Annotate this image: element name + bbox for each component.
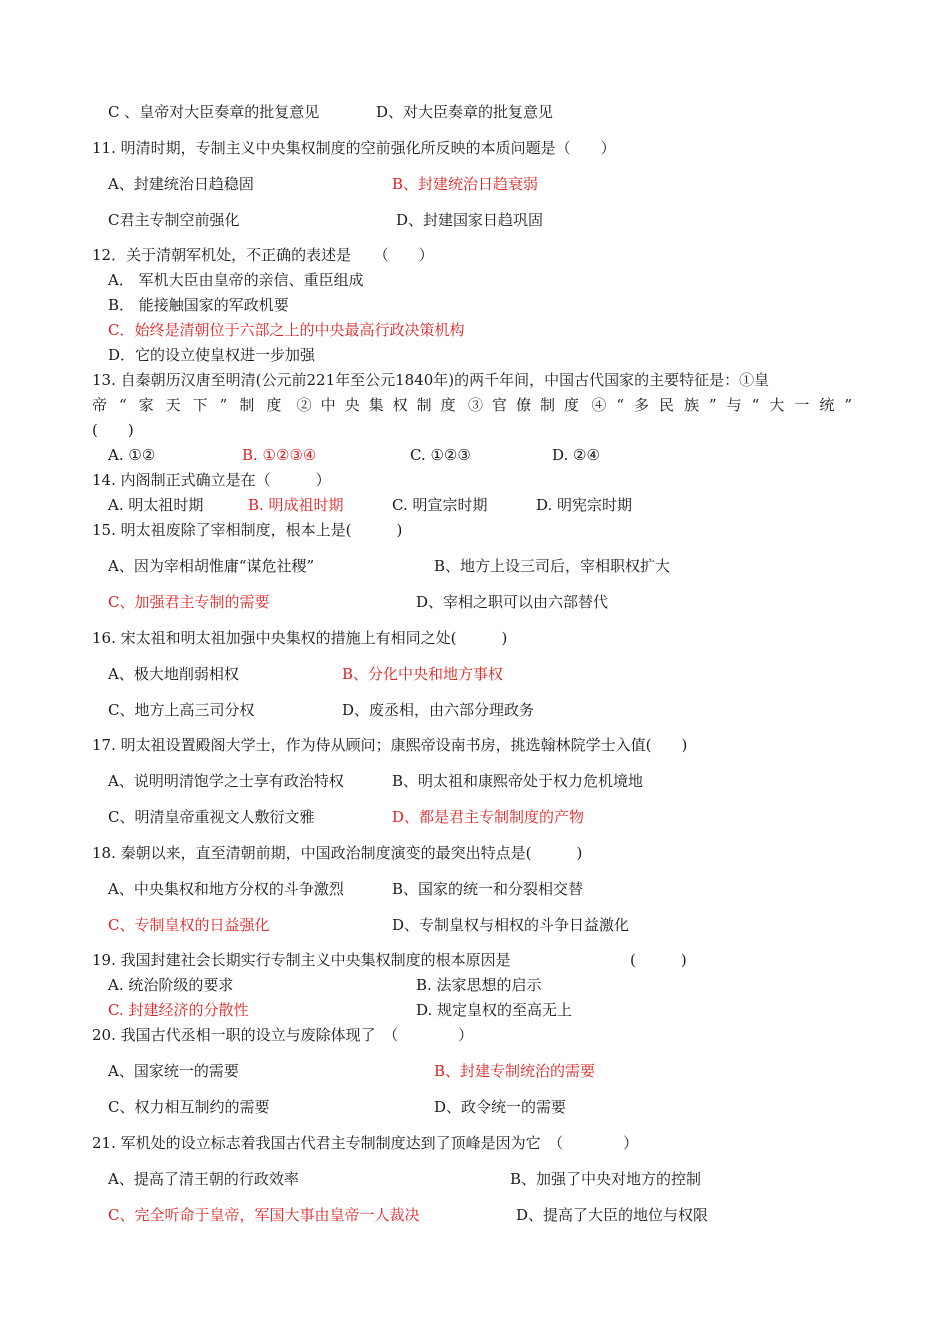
q20-stem-text: 20. 我国古代丞相一职的设立与废除体现了 （ ） — [92, 1026, 474, 1044]
q14-options — [0, 493, 950, 517]
q12-option-d: D．它的设立使皇权进一步加强 — [108, 346, 316, 364]
q15-option-d: D、宰相之职可以由六部替代 — [416, 593, 609, 611]
q15-option-c-answer: C、加强君主专制的需要 — [108, 593, 270, 611]
q18-stem — [0, 841, 950, 865]
q18-stem-text: 18. 秦朝以来，直至清朝前期，中国政治制度演变的最突出特点是( ) — [92, 844, 583, 862]
q11-option-b-answer: B、封建统治日趋衰弱 — [392, 175, 539, 193]
q12-option-c-answer: C．始终是清朝位于六部之上的中央最高行政决策机构 — [108, 321, 465, 339]
q13-item-1: 帝“家天下”制度 — [92, 396, 294, 414]
q16-stem — [0, 626, 950, 650]
q21-option-c-answer: C、完全听命于皇帝，军国大事由皇帝一人裁决 — [108, 1206, 420, 1224]
q20-options-cd — [0, 1095, 950, 1119]
q19-stem — [0, 948, 950, 972]
q13-item-2: ②中央集权制度 — [296, 396, 465, 414]
q11-options-cd — [0, 208, 950, 232]
q15-option-a: A、因为宰相胡惟庸“谋危社稷” — [108, 557, 315, 575]
q15-options-ab — [0, 554, 950, 578]
q19-option-a: A. 统治阶级的要求 — [108, 976, 234, 994]
q18-option-d: D、专制皇权与相权的斗争日益激化 — [392, 916, 630, 934]
q16-option-a: A、极大地削弱相权 — [108, 665, 239, 683]
q19-stem-text: 19. 我国封建社会长期实行专制主义中央集权制度的根本原因是 — [92, 951, 511, 969]
q13-option-c: C. ①②③ — [410, 446, 471, 464]
q10-options-cd — [0, 100, 950, 124]
q19-options-cd — [0, 998, 950, 1022]
q12-option-d-line — [0, 343, 950, 367]
q20-option-a: A、国家统一的需要 — [108, 1062, 239, 1080]
q12-option-c-line — [0, 318, 950, 342]
q21-options-ab — [0, 1167, 950, 1191]
q21-option-d: D、提高了大臣的地位与权限 — [516, 1206, 709, 1224]
q14-stem — [0, 468, 950, 492]
q21-option-b: B、加强了中央对地方的控制 — [510, 1170, 702, 1188]
q10-option-d: D、对大臣奏章的批复意见 — [376, 103, 554, 121]
q13-bracket-line — [0, 418, 950, 442]
q17-stem — [0, 733, 950, 757]
q13-option-b-answer: B. ①②③④ — [242, 446, 317, 464]
q17-options-ab — [0, 769, 950, 793]
q21-option-a: A、提高了清王朝的行政效率 — [108, 1170, 299, 1188]
q15-options-cd — [0, 590, 950, 614]
q17-options-cd — [0, 805, 950, 829]
q16-stem-text: 16. 宋太祖和明太祖加强中央集权的措施上有相同之处( ) — [92, 629, 508, 647]
q19-options-ab — [0, 973, 950, 997]
q20-options-ab — [0, 1059, 950, 1083]
q15-stem — [0, 518, 950, 542]
q15-stem-text: 15. 明太祖废除了宰相制度，根本上是( ) — [92, 521, 403, 539]
q11-option-c: C君主专制空前强化 — [108, 211, 240, 229]
q19-bracket: ( ) — [630, 951, 687, 969]
q11-option-a: A、封建统治日趋稳固 — [108, 175, 254, 193]
q19-option-c-answer: C. 封建经济的分散性 — [108, 1001, 249, 1019]
q19-option-d: D. 规定皇权的至高无上 — [416, 1001, 573, 1019]
q12-option-b: B． 能接触国家的军政机要 — [108, 296, 289, 314]
q18-option-a: A、中央集权和地方分权的斗争激烈 — [108, 880, 344, 898]
q20-option-b-answer: B、封建专制统治的需要 — [434, 1062, 596, 1080]
q20-stem — [0, 1023, 950, 1047]
q17-option-c: C、明清皇帝重视文人敷衍文雅 — [108, 808, 315, 826]
q12-stem — [0, 243, 950, 267]
q11-options-ab — [0, 172, 950, 196]
q13-option-a: A. ①② — [108, 446, 156, 464]
q17-option-a: A、说明明清饱学之士享有政治特权 — [108, 772, 344, 790]
q18-options-cd — [0, 913, 950, 937]
q17-option-b: B、明太祖和康熙帝处于权力危机境地 — [392, 772, 644, 790]
q16-option-d: D、废丞相，由六部分理政务 — [342, 701, 535, 719]
q17-option-d-answer: D、都是君主专制制度的产物 — [392, 808, 585, 826]
q16-option-c: C、地方上高三司分权 — [108, 701, 255, 719]
q20-option-d: D、政令统一的需要 — [434, 1098, 567, 1116]
q13-item-4: ④“多民族”与“大一统” — [591, 396, 862, 414]
q16-option-b-answer: B、分化中央和地方事权 — [342, 665, 504, 683]
q14-option-d: D. 明宪宗时期 — [536, 496, 633, 514]
q20-option-c: C、权力相互制约的需要 — [108, 1098, 270, 1116]
q14-option-c: C. 明宣宗时期 — [392, 496, 488, 514]
q13-stem-line2 — [0, 393, 950, 417]
q16-options-cd — [0, 698, 950, 722]
q13-option-d: D. ②④ — [552, 446, 600, 464]
q14-stem-text: 14. 内阁制正式确立是在（ ） — [92, 471, 331, 489]
q16-options-ab — [0, 662, 950, 686]
q11-stem — [0, 136, 950, 160]
q13-stem-text: 13. 自秦朝历汉唐至明清(公元前221年至公元1840年)的两千年间，中国古代国家的主要特征是：①皇 — [92, 371, 770, 389]
q12-option-a-line — [0, 268, 950, 292]
q13-stem-items — [92, 393, 862, 417]
q12-option-b-line — [0, 293, 950, 317]
q18-options-ab — [0, 877, 950, 901]
q15-option-b: B、地方上设三司后，宰相职权扩大 — [434, 557, 671, 575]
q11-stem-text: 11. 明清时期，专制主义中央集权制度的空前强化所反映的本质问题是（ ） — [92, 139, 616, 157]
q10-option-c: C 、皇帝对大臣奏章的批复意见 — [108, 103, 320, 121]
q13-bracket: ( ) — [92, 421, 134, 439]
q12-stem-text: 12．关于清朝军机处，不正确的表述是 （ ） — [92, 246, 434, 264]
q14-option-b-answer: B. 明成祖时期 — [248, 496, 344, 514]
q13-options — [0, 443, 950, 467]
q13-item-3: ③官僚制度 — [467, 396, 588, 414]
q11-option-d: D、封建国家日趋巩固 — [396, 211, 544, 229]
q13-stem — [0, 368, 950, 392]
q18-option-b: B、国家的统一和分裂相交替 — [392, 880, 584, 898]
q18-option-c-answer: C、专制皇权的日益强化 — [108, 916, 270, 934]
q14-option-a: A. 明太祖时期 — [108, 496, 204, 514]
q21-stem-text: 21. 军机处的设立标志着我国古代君主专制制度达到了顶峰是因为它 （ ） — [92, 1134, 639, 1152]
q17-stem-text: 17. 明太祖设置殿阁大学士，作为侍从顾问；康熙帝设南书房，挑选翰林院学士入值( ) — [92, 736, 688, 754]
q19-option-b: B. 法家思想的启示 — [416, 976, 542, 994]
q21-stem — [0, 1131, 950, 1155]
q21-options-cd — [0, 1203, 950, 1227]
q12-option-a: A． 军机大臣由皇帝的亲信、重臣组成 — [108, 271, 364, 289]
